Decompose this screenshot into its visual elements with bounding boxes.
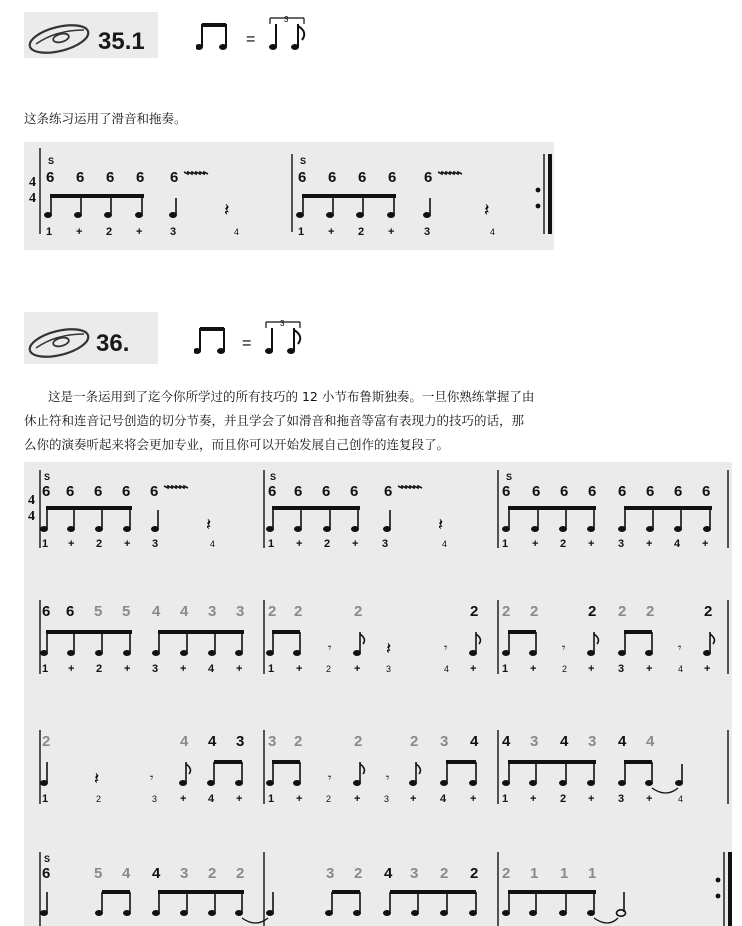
svg-text:1: 1	[42, 538, 49, 550]
svg-text:4: 4	[678, 794, 684, 804]
svg-text:1: 1	[502, 538, 509, 550]
triplet-mark: 3	[280, 319, 285, 328]
quarter-rest-icon: 𝄽	[224, 200, 230, 220]
ex36-music-score	[24, 462, 736, 926]
svg-text:S: S	[300, 156, 307, 166]
svg-text:+: +	[68, 538, 75, 550]
ex36-system-3	[40, 730, 728, 805]
svg-text:3: 3	[208, 603, 217, 620]
svg-text:S: S	[44, 854, 51, 864]
svg-text:2: 2	[96, 663, 103, 675]
svg-text:𝄾: 𝄾	[562, 640, 566, 655]
svg-text:6: 6	[66, 603, 75, 620]
svg-text:1: 1	[502, 793, 509, 805]
svg-text:+: +	[354, 663, 361, 675]
svg-text:4: 4	[122, 865, 131, 882]
svg-text:S: S	[270, 472, 277, 482]
tab-number: 6	[76, 169, 85, 186]
svg-text:2: 2	[502, 603, 511, 620]
svg-text:+: +	[646, 663, 653, 675]
svg-text:4: 4	[444, 664, 450, 674]
svg-text:+: +	[646, 793, 653, 805]
svg-text:2: 2	[440, 865, 449, 882]
svg-text:6: 6	[268, 483, 277, 500]
svg-text:2: 2	[562, 664, 568, 674]
svg-text:3: 3	[268, 733, 277, 750]
svg-text:1: 1	[530, 865, 539, 882]
swing-rhythm-notation	[194, 318, 314, 358]
svg-text:4: 4	[674, 538, 681, 550]
svg-text:2: 2	[294, 733, 303, 750]
svg-text:+: +	[180, 663, 187, 675]
svg-text:3: 3	[530, 733, 539, 750]
ex36-para-line1: 这是一条运用到了迄今你所学过的所有技巧的 12 小节布鲁斯独奏。一旦你熟练掌握了由	[48, 389, 535, 404]
svg-text:+: +	[296, 793, 303, 805]
svg-text:5: 5	[122, 603, 131, 620]
tab-number: 6	[46, 169, 55, 186]
svg-text:6: 6	[42, 603, 51, 620]
tab-row	[46, 169, 208, 186]
svg-text:2: 2	[268, 603, 277, 620]
svg-text:3: 3	[382, 538, 389, 550]
svg-text:6: 6	[646, 483, 655, 500]
svg-text:6: 6	[358, 169, 367, 186]
svg-text:1: 1	[268, 793, 275, 805]
svg-text:2: 2	[106, 226, 113, 238]
exercise-number: 36.	[96, 330, 130, 357]
slide-down-icon	[438, 172, 462, 174]
svg-text:3: 3	[588, 733, 597, 750]
svg-text:6: 6	[42, 865, 51, 882]
svg-text:4: 4	[384, 865, 393, 882]
svg-text:3: 3	[618, 793, 625, 805]
svg-text:+: +	[532, 538, 539, 550]
svg-text:3: 3	[424, 226, 431, 238]
svg-text:3: 3	[384, 794, 390, 804]
svg-text:6: 6	[122, 483, 131, 500]
ex36-system-1	[28, 470, 728, 550]
svg-text:4: 4	[208, 733, 217, 750]
svg-text:+: +	[530, 793, 537, 805]
svg-text:2: 2	[704, 603, 713, 620]
tie-icon	[594, 918, 618, 923]
svg-text:4: 4	[678, 664, 684, 674]
svg-text:3: 3	[152, 663, 159, 675]
svg-text:2: 2	[470, 603, 479, 620]
svg-text:2: 2	[324, 538, 331, 550]
svg-text:4: 4	[442, 539, 448, 549]
svg-text:+: +	[410, 793, 417, 805]
equals-sign: =	[242, 335, 252, 352]
svg-text:2: 2	[618, 603, 627, 620]
svg-text:+: +	[236, 793, 243, 805]
svg-text:1: 1	[42, 793, 49, 805]
exercise-number: 35.1	[98, 28, 145, 55]
svg-text:6: 6	[424, 169, 433, 186]
svg-text:6: 6	[350, 483, 359, 500]
svg-text:6: 6	[618, 483, 627, 500]
svg-text:4: 4	[28, 493, 35, 508]
svg-text:6: 6	[388, 169, 397, 186]
svg-text:4: 4	[180, 603, 189, 620]
svg-text:1: 1	[46, 226, 53, 238]
cd-icon	[26, 326, 92, 358]
svg-text:+: +	[76, 226, 83, 238]
time-signature-top: 4	[29, 175, 36, 190]
svg-text:+: +	[388, 226, 395, 238]
svg-text:+: +	[470, 793, 477, 805]
tab-number: 6	[170, 169, 179, 186]
triplet-mark: 3	[284, 15, 289, 24]
svg-text:3: 3	[410, 865, 419, 882]
svg-text:S: S	[44, 472, 51, 482]
svg-text:+: +	[296, 538, 303, 550]
svg-text:+: +	[530, 663, 537, 675]
svg-text:6: 6	[674, 483, 683, 500]
svg-text:2: 2	[588, 603, 597, 620]
svg-text:1: 1	[268, 663, 275, 675]
svg-text:𝄾: 𝄾	[444, 640, 448, 655]
svg-text:2: 2	[354, 865, 363, 882]
svg-text:6: 6	[94, 483, 103, 500]
quarter-rest-icon: 𝄽	[484, 200, 490, 220]
svg-text:+: +	[470, 663, 477, 675]
svg-text:2: 2	[354, 603, 363, 620]
svg-text:2: 2	[470, 865, 479, 882]
svg-text:6: 6	[42, 483, 51, 500]
svg-text:4: 4	[152, 865, 161, 882]
svg-text:+: +	[124, 663, 131, 675]
svg-text:𝄾: 𝄾	[678, 640, 682, 655]
svg-text:3: 3	[236, 603, 245, 620]
svg-text:3: 3	[618, 663, 625, 675]
svg-text:+: +	[136, 226, 143, 238]
half-note-head	[617, 910, 626, 916]
slide-down-icon	[184, 172, 208, 174]
svg-text:+: +	[236, 663, 243, 675]
svg-text:2: 2	[502, 865, 511, 882]
svg-text:4: 4	[180, 733, 189, 750]
svg-text:4: 4	[618, 733, 627, 750]
svg-text:+: +	[646, 538, 653, 550]
svg-text:+: +	[702, 538, 709, 550]
svg-text:6: 6	[588, 483, 597, 500]
svg-text:2: 2	[410, 733, 419, 750]
svg-text:1: 1	[588, 865, 597, 882]
svg-text:+: +	[588, 538, 595, 550]
svg-text:2: 2	[560, 538, 567, 550]
ex36-para-line3: 么你的演奏听起来将会更加专业，而且你可以开始发展自己创作的连复段了。	[24, 437, 450, 452]
svg-text:4: 4	[152, 603, 161, 620]
svg-text:1: 1	[298, 226, 305, 238]
tab-row	[298, 169, 462, 186]
svg-text:6: 6	[322, 483, 331, 500]
svg-text:1: 1	[560, 865, 569, 882]
svg-text:S: S	[506, 472, 513, 482]
svg-text:4: 4	[502, 733, 511, 750]
ex35-caption: 这条练习运用了滑音和拖奏。	[24, 111, 187, 126]
tab-number: 6	[106, 169, 115, 186]
svg-text:4: 4	[560, 733, 569, 750]
svg-text:+: +	[354, 793, 361, 805]
svg-text:+: +	[68, 663, 75, 675]
svg-text:4: 4	[234, 227, 240, 237]
svg-text:+: +	[296, 663, 303, 675]
svg-text:+: +	[180, 793, 187, 805]
svg-text:5: 5	[94, 603, 103, 620]
svg-text:2: 2	[646, 603, 655, 620]
svg-text:6: 6	[560, 483, 569, 500]
svg-text:3: 3	[170, 226, 177, 238]
svg-text:𝄽: 𝄽	[386, 639, 392, 658]
svg-text:4: 4	[28, 509, 35, 524]
time-signature-bottom: 4	[29, 191, 36, 206]
svg-text:4: 4	[208, 663, 215, 675]
svg-text:6: 6	[294, 483, 303, 500]
ex36-system-2	[40, 600, 728, 675]
svg-text:+: +	[588, 793, 595, 805]
count-row	[46, 226, 239, 238]
svg-text:2: 2	[354, 733, 363, 750]
svg-text:6: 6	[150, 483, 159, 500]
svg-text:3: 3	[236, 733, 245, 750]
cd-icon	[26, 22, 92, 54]
svg-text:𝄾: 𝄾	[328, 640, 332, 655]
ex36-system-4	[40, 852, 730, 926]
svg-text:+: +	[588, 663, 595, 675]
svg-text:𝄽: 𝄽	[438, 515, 444, 534]
svg-text:2: 2	[236, 865, 245, 882]
svg-text:4: 4	[440, 793, 447, 805]
svg-text:4: 4	[210, 539, 216, 549]
svg-text:4: 4	[646, 733, 655, 750]
svg-text:2: 2	[326, 794, 332, 804]
svg-text:6: 6	[384, 483, 393, 500]
svg-text:2: 2	[42, 733, 51, 750]
svg-text:3: 3	[180, 865, 189, 882]
swing-rhythm-notation	[196, 14, 316, 54]
svg-text:3: 3	[152, 538, 159, 550]
svg-text:𝄾: 𝄾	[150, 770, 154, 785]
equals-sign: =	[246, 31, 256, 48]
svg-text:+: +	[704, 663, 711, 675]
svg-text:6: 6	[502, 483, 511, 500]
svg-text:6: 6	[328, 169, 337, 186]
svg-text:2: 2	[96, 794, 102, 804]
svg-text:3: 3	[152, 794, 158, 804]
svg-text:+: +	[352, 538, 359, 550]
svg-text:𝄾: 𝄾	[328, 770, 332, 785]
slide-down-icon	[398, 486, 422, 488]
svg-text:4: 4	[490, 227, 496, 237]
svg-text:2: 2	[326, 664, 332, 674]
svg-text:4: 4	[470, 733, 479, 750]
svg-text:1: 1	[502, 663, 509, 675]
svg-text:3: 3	[326, 865, 335, 882]
svg-text:3: 3	[440, 733, 449, 750]
svg-text:+: +	[124, 538, 131, 550]
svg-text:𝄽: 𝄽	[94, 769, 100, 788]
ex36-para-line2: 休止符和连音记号创造的切分节奏，并且学会了如滑音和拖音等富有表现力的技巧的话，那	[24, 413, 525, 428]
svg-text:2: 2	[294, 603, 303, 620]
svg-text:6: 6	[702, 483, 711, 500]
svg-text:4: 4	[208, 793, 215, 805]
slide-down-icon	[164, 486, 188, 488]
svg-text:2: 2	[560, 793, 567, 805]
ex35-music-staff	[24, 142, 564, 250]
slide-mark: S	[48, 156, 55, 166]
tab-number: 6	[136, 169, 145, 186]
svg-text:3: 3	[386, 664, 392, 674]
svg-text:𝄾: 𝄾	[386, 770, 390, 785]
svg-text:2: 2	[530, 603, 539, 620]
tie-icon	[652, 788, 678, 793]
svg-text:𝄽: 𝄽	[206, 515, 212, 534]
svg-text:5: 5	[94, 865, 103, 882]
svg-text:+: +	[328, 226, 335, 238]
svg-text:1: 1	[268, 538, 275, 550]
svg-text:2: 2	[208, 865, 217, 882]
svg-text:6: 6	[532, 483, 541, 500]
svg-text:6: 6	[66, 483, 75, 500]
svg-text:3: 3	[618, 538, 625, 550]
svg-text:2: 2	[96, 538, 103, 550]
svg-text:2: 2	[358, 226, 365, 238]
svg-text:6: 6	[298, 169, 307, 186]
svg-text:1: 1	[42, 663, 49, 675]
